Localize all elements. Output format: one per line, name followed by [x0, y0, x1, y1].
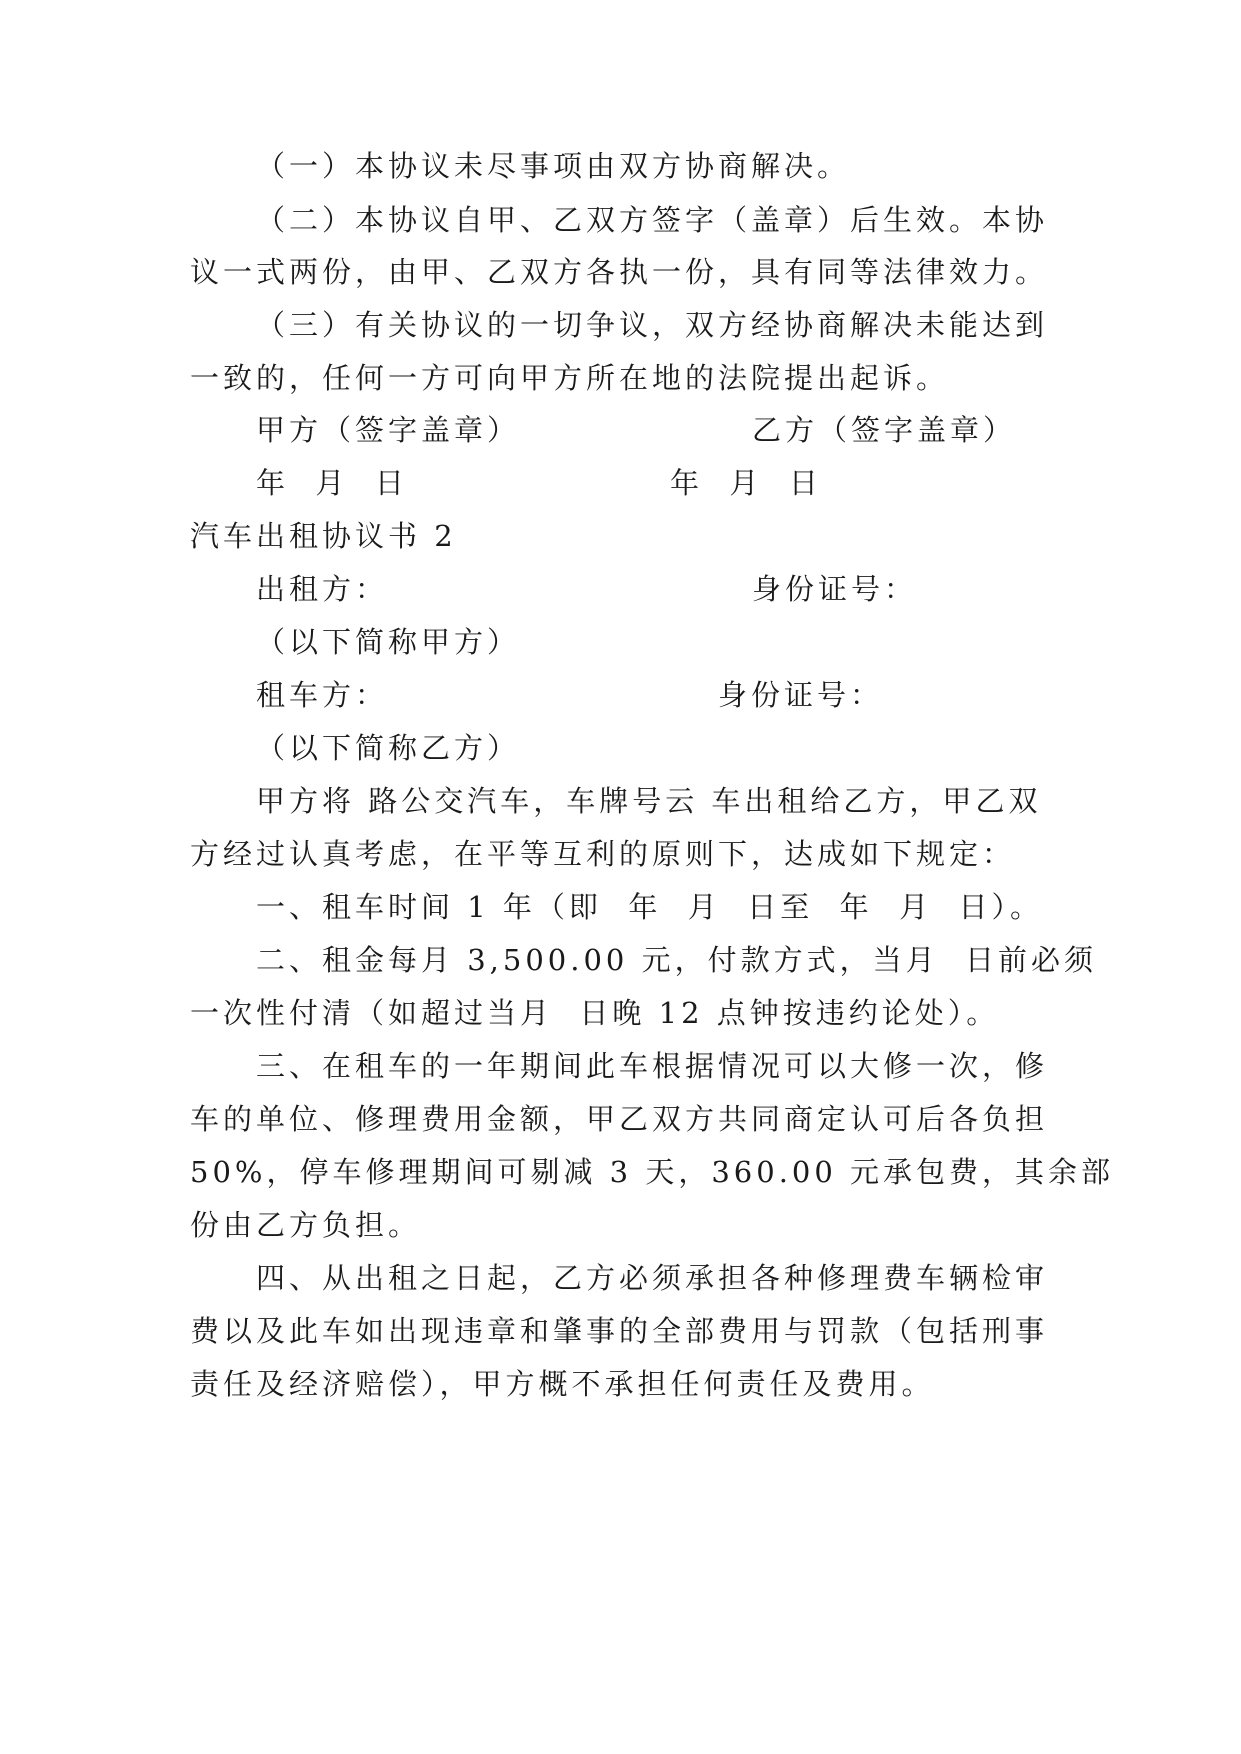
party-a-signature: 甲方（签字盖章）: [256, 413, 521, 447]
preamble-line-1: 甲方将 路公交汽车，车牌号云 车出租给乙方，甲乙双: [256, 784, 1042, 818]
term-rental-period: 一、租车时间 1 年（即 年 月 日至 年 月 日）。: [256, 890, 1044, 924]
term-liability-line-1: 四、从出租之日起，乙方必须承担各种修理费车辆检审: [256, 1261, 1049, 1295]
clause-2-line-1: （二）本协议自甲、乙双方签字（盖章）后生效。本协: [256, 203, 1049, 237]
party-a-date: 年 月 日: [256, 466, 408, 500]
lessee-abbreviation: （以下简称乙方）: [256, 731, 521, 765]
clause-3-line-2: 一致的，任何一方可向甲方所在地的法院提出起诉。: [190, 361, 950, 395]
term-repair-line-2: 车的单位、修理费用金额，甲乙双方共同商定认可后各负担: [190, 1102, 1049, 1136]
section-title: 汽车出租协议书 2: [190, 519, 457, 553]
term-repair-line-3: 50%，停车修理期间可剔减 3 天，360.00 元承包费，其余部: [190, 1155, 1115, 1189]
lessor-id-label: 身份证号：: [752, 572, 918, 606]
term-repair-line-1: 三、在租车的一年期间此车根据情况可以大修一次，修: [256, 1049, 1049, 1083]
clause-3-line-1: （三）有关协议的一切争议，双方经协商解决未能达到: [256, 308, 1049, 342]
term-rent-line-1: 二、租金每月 3,500.00 元，付款方式，当月 日前必须: [256, 943, 1098, 977]
party-b-date: 年 月 日: [670, 466, 822, 500]
party-b-signature: 乙方（签字盖章）: [752, 413, 1017, 447]
clause-2-line-2: 议一式两份，由甲、乙双方各执一份，具有同等法律效力。: [190, 255, 1049, 289]
lessee-label: 租车方：: [256, 678, 389, 712]
term-repair-line-4: 份由乙方负担。: [190, 1208, 422, 1242]
preamble-line-2: 方经过认真考虑，在平等互利的原则下，达成如下规定：: [190, 837, 1016, 871]
clause-1: （一）本协议未尽事项由双方协商解决。: [256, 149, 851, 183]
term-liability-line-2: 费以及此车如出现违章和肇事的全部费用与罚款（包括刑事: [190, 1314, 1049, 1348]
term-rent-line-2: 一次性付清（如超过当月 日晚 12 点钟按违约论处）。: [190, 996, 1000, 1030]
lessor-abbreviation: （以下简称甲方）: [256, 625, 521, 659]
lessee-id-label: 身份证号：: [718, 678, 884, 712]
term-liability-line-3: 责任及经济赔偿），甲方概不承担任何责任及费用。: [190, 1367, 935, 1401]
lessor-label: 出租方：: [256, 572, 389, 606]
